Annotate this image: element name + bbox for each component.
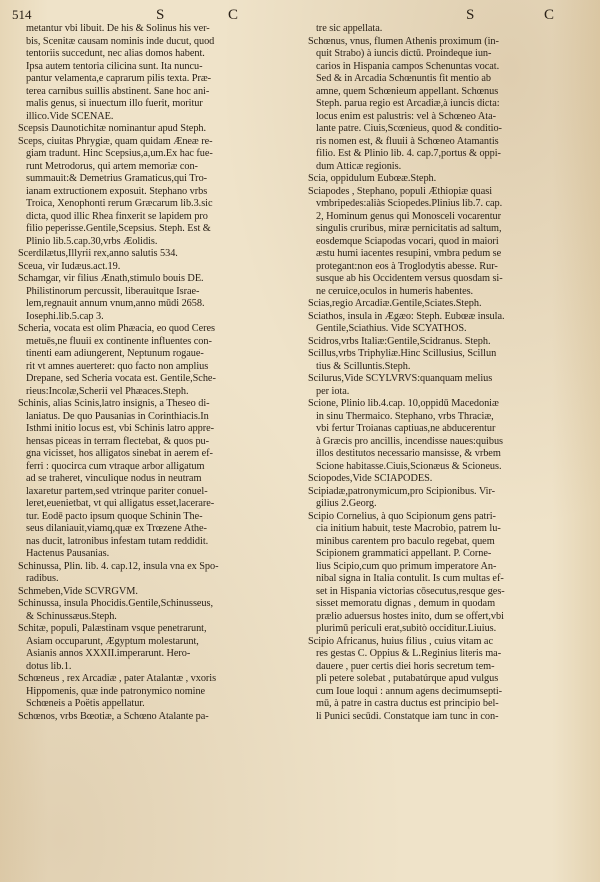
text-line: Scias,regio Arcadiæ.Gentile,Sciates.Steph. bbox=[308, 298, 482, 309]
text-line: plurimū periculi erat,subitò occiditur.Liuius. bbox=[316, 623, 497, 634]
text-line: Sceps, ciuitas Phrygiæ, quam quidam Æneæ re- bbox=[18, 135, 213, 147]
text-line: ferri : quocirca cum vtraque arbor alligatum bbox=[26, 460, 205, 472]
text-line: runt Metrodorus, qui artem memoriæ con- bbox=[26, 160, 198, 172]
text-line: Schœneus , rex Arcadiæ , pater Atalantæ , vxoris bbox=[18, 673, 217, 684]
text-line: susque ab his Occidentem versus quosdam si- bbox=[316, 273, 503, 284]
text-line: in sinu Thermaico. Stephano, vrbs Thraciæ, bbox=[316, 410, 494, 422]
text-line: filio. Est & Plinio lib. 4. cap.7,portus & oppi- bbox=[316, 148, 501, 159]
text-line: illico.Vide SCENAE. bbox=[26, 110, 114, 122]
text-line: per iota. bbox=[316, 385, 350, 397]
text-line: laxaretur partem,sed vtrinque pariter conuel- bbox=[26, 485, 208, 497]
text-line: lius Scipio,cum quo primum imperatore An- bbox=[316, 560, 497, 572]
text-line: dicta, quod illic Rhea finxerit se lapidem pro bbox=[26, 210, 208, 222]
text-line: li Punici secūdi. Constatque iam tunc in con- bbox=[316, 710, 499, 722]
text-line: singulis cruribus, miræ pernicitatis ad saltum, bbox=[316, 223, 502, 234]
text-line: ianam extructionem exposuit. Stephano vrbs bbox=[26, 185, 208, 197]
text-line: Schœnos, vrbs Bœotiæ, a Schœno Atalante pa- bbox=[18, 710, 209, 722]
text-line: Scidros,vrbs Italiæ:Gentile,Scidranus. Steph. bbox=[308, 335, 491, 347]
text-line: dum Atticæ regionis. bbox=[316, 160, 402, 172]
text-line: Ipsa autem tentoria cilicina sunt. Ita nuncu- bbox=[26, 60, 203, 72]
text-line: Isthmi initio locus est, vbi Schinis latro appre- bbox=[26, 423, 215, 434]
text-line: giam tradunt. Hinc Scepsius,a,um.Ex hac fue- bbox=[26, 148, 213, 159]
text-line: Schœnus, vnus, flumen Athenis proximum (in- bbox=[308, 35, 499, 47]
text-line: Scipio Cornelius, à quo Scipionum gens patri- bbox=[308, 510, 496, 522]
text-line: & Schinussæus.Steph. bbox=[26, 610, 117, 622]
text-line: Scipionem grammatici appellant. P. Corne- bbox=[316, 548, 492, 559]
text-line: prælio aduersus hostes inito, dum se offert,vbi bbox=[316, 610, 504, 622]
text-line: Scillus,vrbs Triphyliæ.Hinc Scillusius, Scillun bbox=[308, 348, 497, 359]
text-line: bis, Scenitæ causam nominis inde ducut, quod bbox=[26, 35, 215, 47]
text-line: Asianis annos XXXII.imperarunt. Hero- bbox=[26, 648, 191, 659]
text-line: ad se traheret, vinculique nodus in neutram bbox=[26, 473, 202, 484]
right-text-column bbox=[308, 23, 588, 874]
text-line: pantur velamenta,e caprarum pilis texta. Præ- bbox=[26, 73, 212, 84]
text-line: Sciapodes , Stephano, populi Æthiopiæ quasi bbox=[308, 185, 493, 197]
header-letter: S bbox=[156, 6, 165, 23]
text-line: vmbripedes:aliàs Sciopedes.Plinius lib.7. cap. bbox=[316, 198, 503, 209]
text-line: carios in Hispania campos Schenuntas vocat. bbox=[316, 60, 500, 72]
text-line: lem,regnauit annum vnum,anno mūdi 2658. bbox=[26, 298, 205, 309]
text-line: metantur vbi libuit. De his & Solinus his ver- bbox=[26, 23, 210, 34]
text-line: Schinis, alias Scinis,latro insignis, a Theseo di- bbox=[18, 398, 210, 409]
text-line: à Græcis pro ancillis, incendisse naues:quibus bbox=[316, 435, 504, 447]
text-line: tur. Eodē pacto ipsum quoque Schinin The- bbox=[26, 510, 203, 522]
text-line: Sciopodes,Vide SCIAPODES. bbox=[308, 473, 433, 484]
text-line: tentoriis succedunt, nec alias domos habent. bbox=[26, 48, 205, 59]
text-line: Scilurus,Vide SCYLVRVS:quanquam melius bbox=[308, 373, 493, 384]
text-line: Gentile,Sciathius. Vide SCYATHOS. bbox=[316, 323, 467, 334]
text-line: tius & Scilluntis.Steph. bbox=[316, 360, 411, 372]
text-line: tre sic appellata. bbox=[316, 23, 383, 34]
text-line: Sciathos, insula in Ægæo: Steph. Eubœæ insula. bbox=[308, 310, 505, 322]
text-line: Schitæ, populi, Palæstinam vsque penetrarunt, bbox=[18, 623, 207, 634]
text-line: locus enim est palustris: vel à Schœneo Ata- bbox=[316, 110, 496, 122]
left-text-column bbox=[18, 23, 298, 874]
text-line: Sed & in Arcadia Schœnuntis fit mentio ab bbox=[316, 73, 491, 84]
text-line: metuēs,ne fluuii ex continente influentes con- bbox=[26, 335, 212, 347]
text-line: æstu humi iacentes resupini, vmbra pedum se bbox=[316, 248, 502, 259]
text-line: Scione habitasse.Ciuis,Scionæus & Scioneus. bbox=[316, 460, 502, 472]
text-line: rieus:Incolæ,Scherii vel Phæaces.Steph. bbox=[26, 385, 189, 397]
text-line: res gestas C. Oppius & L.Reginius literis ma- bbox=[316, 648, 502, 659]
text-line: rit vt amnes auerteret: quo facto non amplius bbox=[26, 360, 209, 372]
text-line: ris nomen est, & fluuii à Schœneo Atamantis bbox=[316, 135, 499, 147]
text-line: minibus carentem pro baculo regebat, quem bbox=[316, 535, 495, 547]
text-line: summauit:& Demetrius Gramaticus,qui Tro- bbox=[26, 173, 208, 184]
text-line: hensas piceas in terram flectebat, & quos pu- bbox=[26, 435, 210, 447]
text-line: sisset memoratu dignas , demum in quodam bbox=[316, 598, 496, 609]
header-letter: S bbox=[466, 6, 475, 23]
text-line: Asiam occuparunt, Ægyptum molestarunt, bbox=[26, 635, 199, 647]
header-letter: C bbox=[228, 6, 239, 23]
text-line: Hippomenis, quæ inde patronymico nomine bbox=[26, 685, 206, 697]
text-line: Schmeben,Vide SCVRGVM. bbox=[18, 585, 138, 597]
text-line: Drepane, sed Scheria vocata est. Gentile,Sche- bbox=[26, 373, 216, 384]
text-line: malis genus, si inuectum illo fuerit, moritur bbox=[26, 98, 203, 109]
text-line: terea carnibus suillis abstinent. Sane hoc ani- bbox=[26, 85, 210, 97]
text-line: pli petere solebat , putabatúrque apud vulgus bbox=[316, 673, 499, 684]
text-line: cum Ioue loqui : annum agens decimumsepti- bbox=[316, 685, 503, 697]
text-line: Scipio Africanus, huius filius , cuius vitam ac bbox=[308, 635, 493, 647]
text-line: seus dilaniauit,viamq,quæ ex Trœzene Athe- bbox=[26, 523, 207, 534]
text-line: ne ceruice,oculos in humeris habentes. bbox=[316, 285, 474, 297]
text-line: lante patre. Ciuis,Scœnieus, quod & conditio- bbox=[316, 123, 502, 134]
text-line: gilius 2.Georg. bbox=[316, 498, 377, 509]
text-line: mū, à patre in castra ductus est principio bel- bbox=[316, 698, 499, 709]
text-line: gna vicisset, hos alligatos sinebat in aerem ef- bbox=[26, 448, 213, 459]
text-line: 2, Hominum genus qui Monosceli vocarentur bbox=[316, 210, 501, 222]
text-line: Schinussa, Plin. lib. 4. cap.12, insula vna ex Spo- bbox=[18, 560, 219, 572]
text-line: tinenti eam adiungerent, Neptunum rogaue- bbox=[26, 348, 204, 359]
text-line: Scerdilætus,Illyrii rex,anno salutis 534. bbox=[18, 248, 178, 259]
text-line: eosdemque Sciapodas vocari, quod in maiori bbox=[316, 235, 499, 247]
page-number: 514 bbox=[12, 7, 32, 22]
text-line: Plinio lib.5.cap.30,vrbs Æolidis. bbox=[26, 235, 158, 247]
text-line: Scheria, vocata est olim Phæacia, eo quod Ceres bbox=[18, 323, 215, 334]
header-letter: C bbox=[544, 6, 555, 23]
text-line: vbi fertur Troianas captiuas,ne abducerentur bbox=[316, 423, 496, 434]
text-line: Schinussa, insula Phocidis.Gentile,Schinusseus, bbox=[18, 598, 214, 609]
text-line: Iosephi.lib.5.cap 3. bbox=[26, 310, 104, 322]
text-line: dotus lib.1. bbox=[26, 660, 72, 672]
text-line: set in Hispania victorias cōsecutus,resque ges- bbox=[316, 585, 505, 597]
text-line: Scione, Plinio lib.4.cap. 10,oppidū Macedoniæ bbox=[308, 398, 499, 409]
text-line: quit Strabo) à iuncis dictū. Proindeque iun- bbox=[316, 48, 492, 59]
text-line: cia initium habuit, teste Macrobio, patrem lu- bbox=[316, 523, 501, 534]
text-line: nas ducit, latronibus infestam tutam reddidit. bbox=[26, 535, 209, 547]
text-line: Philistinorum percussit, liberauitque Israe- bbox=[26, 285, 200, 297]
text-line: Steph. parua regio est Arcadiæ,à iuncis dicta: bbox=[316, 98, 500, 109]
text-line: Schœneis a Poëtis appellatur. bbox=[26, 698, 145, 709]
text-line: Scia, oppidulum Eubœæ.Steph. bbox=[308, 173, 437, 184]
text-line: radibus. bbox=[26, 573, 59, 584]
text-line: dauere , puer certis diei horis secretum tem- bbox=[316, 660, 495, 672]
text-line: Sceua, vir Iudæus.act.19. bbox=[18, 260, 121, 272]
text-line: Scipiadæ,patronymicum,pro Scipionibus. Vir- bbox=[308, 485, 496, 497]
text-line: nibal signa in Italia contulit. Is cum multas ef- bbox=[316, 573, 504, 584]
text-line: illos destitutos necessario mansisse, & vrbem bbox=[316, 448, 501, 459]
text-line: protegant:non eos à Troglodytis abesse. Rur- bbox=[316, 260, 498, 272]
text-line: filio peperisse.Gentile,Scepsius. Steph. Est & bbox=[26, 223, 211, 234]
text-line: Troica, Xenophonti rerum Græcarum lib.3.sic bbox=[26, 198, 213, 209]
text-line: Schamgar, vir filius Ænath,stimulo bouis DE. bbox=[18, 273, 204, 284]
text-line: Scepsis Daunotichitæ nominantur apud Steph. bbox=[18, 123, 207, 134]
text-line: Hactenus Pausanias. bbox=[26, 548, 110, 559]
text-line: leret,euenietbat, vt qui alligatus esset,lacerare- bbox=[26, 498, 215, 509]
text-line: amne, quem Schœnieum appellant. Schœnus bbox=[316, 85, 499, 97]
text-line: laniatus. De quo Pausanias in Corinthiacis.In bbox=[26, 410, 209, 422]
